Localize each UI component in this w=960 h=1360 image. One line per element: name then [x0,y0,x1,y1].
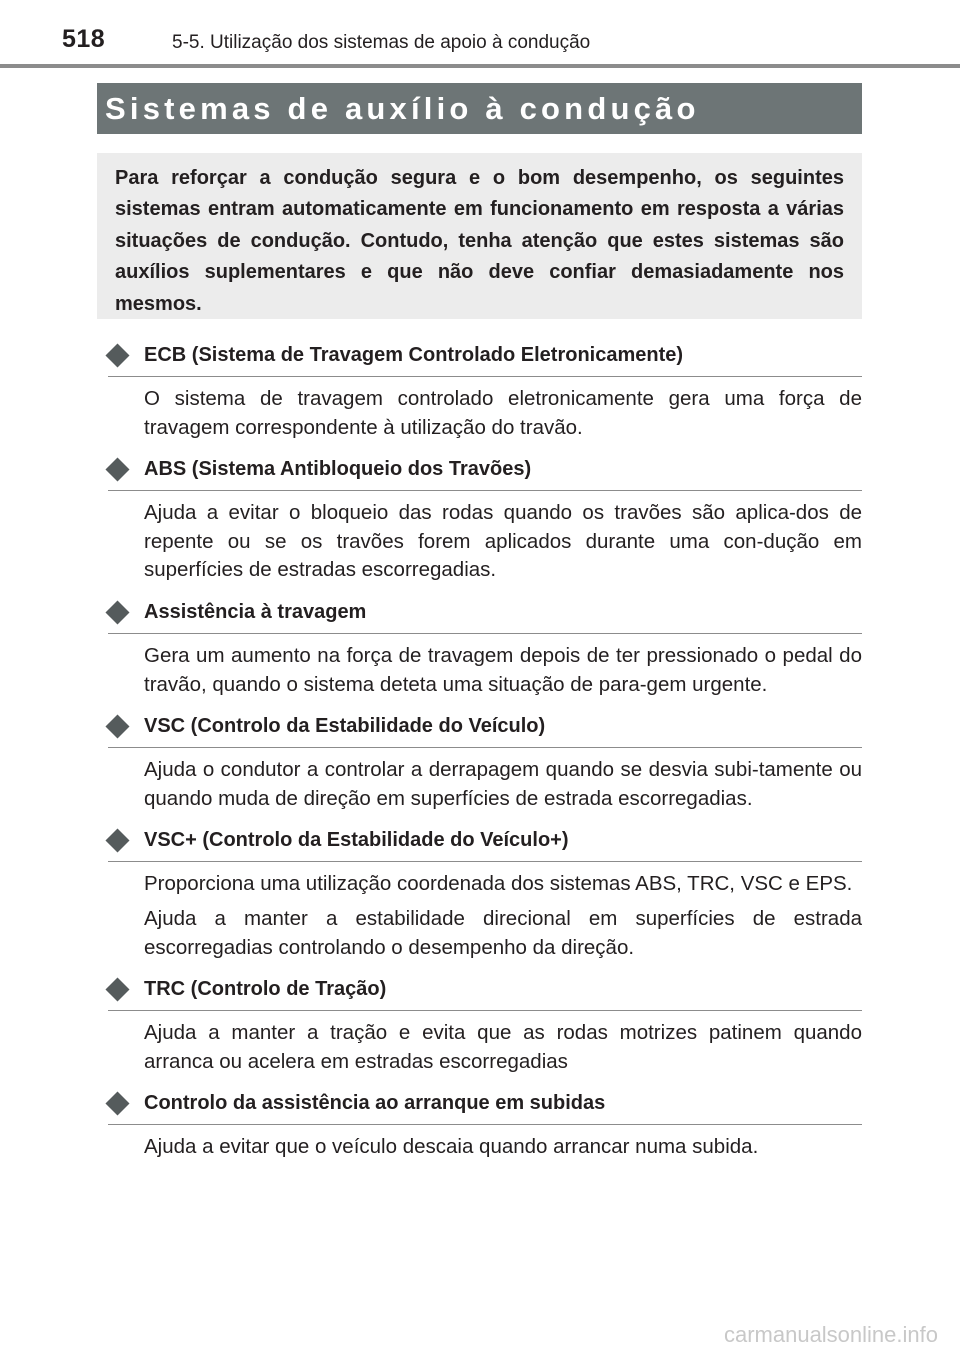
diamond-bullet-icon [105,458,129,482]
diamond-bullet-icon [105,715,129,739]
system-description: Ajuda a manter a tração e evita que as rodas motrizes patinem quando arranca ou acelera em estradas escorregadias [144,1021,862,1073]
section-title-bar [97,83,862,134]
section-title: Sistemas de auxílio à condução [105,91,700,126]
system-title: TRC (Controlo de Tração) [144,978,387,1001]
system-item [108,711,862,813]
diamond-bullet-icon [105,600,129,624]
system-title: ECB (Sistema de Travagem Controlado Eletronicamente) [144,344,684,366]
system-heading [108,974,862,1011]
system-description: Proporciona uma utilização coordenada dos sistemas ABS, TRC, VSC e EPS. [144,872,853,896]
system-item [108,974,862,1076]
system-heading [108,1088,862,1125]
intro-box [97,153,862,319]
system-heading [108,711,862,748]
system-heading [108,340,862,377]
system-heading [108,597,862,634]
system-description: Ajuda a evitar o bloqueio das rodas quando os travões são aplica-dos de repente ou se os travões forem aplicados durante uma con-dução em superfícies de estradas escorregadias. [144,501,862,582]
watermark: carmanualsonline.info [723,1322,938,1347]
system-description: Ajuda a evitar que o veículo descaia quando arrancar numa subida. [144,1135,759,1159]
system-title: VSC (Controlo da Estabilidade do Veículo) [144,715,546,738]
system-description: Ajuda a manter a estabilidade direcional em superfícies de estrada escorregadias controlando o desempenho da direção. [144,906,862,959]
systems-list [108,340,862,1174]
system-title: VSC+ (Controlo da Estabilidade do Veículo+) [144,829,569,852]
system-heading [108,454,862,491]
system-heading [108,825,862,862]
system-item [108,825,862,962]
system-title: ABS (Sistema Antibloqueio dos Travões) [144,458,532,481]
system-description: O sistema de travagem controlado eletronicamente gera uma força de travagem correspondente à utilização do travão. [144,387,862,439]
diamond-bullet-icon [105,1092,129,1116]
system-item [108,1088,862,1162]
system-title: Controlo da assistência ao arranque em subidas [144,1092,606,1115]
system-item [108,454,862,585]
page-header [62,22,902,58]
chapter-title: 5-5. Utilização dos sistemas de apoio à condução [172,32,591,53]
header-divider [0,64,960,68]
page-number: 518 [62,25,106,53]
intro-text: Para reforçar a condução segura e o bom desempenho, os seguintes sistemas entram automaticamente em funcionamento em resposta a várias situações de condução. Contudo, tenha atenção que estes sistemas são auxílios suplementares e que não deve confiar demasiadamente nos mesmos. [115,167,844,315]
diamond-bullet-icon [105,829,129,853]
system-description: Ajuda o condutor a controlar a derrapagem quando se desvia subi-tamente ou quando muda de direção em superfícies de estrada escorregadias. [144,758,862,810]
diamond-bullet-icon [105,343,129,367]
system-description: Gera um aumento na força de travagem depois de ter pressionado o pedal do travão, quando o sistema deteta uma situação de para-gem urgente. [144,643,862,696]
system-item [108,340,862,442]
system-item [108,597,862,699]
diamond-bullet-icon [105,978,129,1002]
system-title: Assistência à travagem [144,600,367,623]
